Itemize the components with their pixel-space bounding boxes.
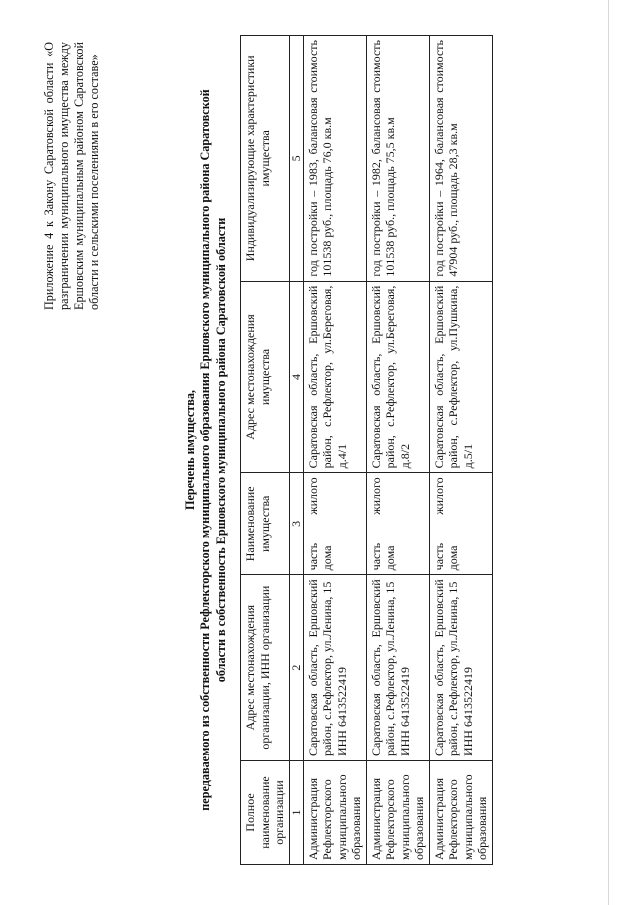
property-address-cell: Саратовская область, Ершовский район, с.Рефлектор, ул.Береговая, д.4/1 <box>303 281 366 473</box>
column-header: Адрес местонахождения имущества <box>241 281 290 473</box>
org-address: Саратовская область, Ершовский район, с.Рефлектор, ул.Ленина, 15 <box>431 579 460 757</box>
column-number: 2 <box>289 575 303 761</box>
org-name-cell: Администрация Рефлекторского муниципального образования <box>366 761 429 865</box>
column-number: 3 <box>289 473 303 575</box>
table-header-row <box>241 36 290 865</box>
org-address-cell <box>303 575 366 761</box>
column-number-row <box>289 36 303 865</box>
column-header: Индивидуализирующие характеристики имущества <box>241 36 290 282</box>
heading-line: области в собственность Ершовского муниципального района Саратовской области <box>213 217 228 683</box>
property-features-cell: год постройки – 1983, балансовая стоимость 101538 руб., площадь 76,0 кв.м <box>303 36 366 282</box>
property-features-cell: год постройки – 1964, балансовая стоимость 47904 руб., площадь 28,3 кв.м <box>429 36 492 282</box>
org-address-cell <box>366 575 429 761</box>
org-name-cell: Администрация Рефлекторского муниципального образования <box>303 761 366 865</box>
column-number: 5 <box>289 36 303 282</box>
column-header: Наименование имущества <box>241 473 290 575</box>
table-row <box>366 36 429 865</box>
property-name-cell: часть жилого дома <box>366 473 429 575</box>
org-address: Саратовская область, Ершовский район, с.Рефлектор, ул.Ленина, 15 <box>368 579 397 757</box>
property-address-cell: Саратовская область, Ершовский район, с.Рефлектор, ул.Пушкина, д.5/1 <box>429 281 492 473</box>
scan-edge-line <box>608 0 609 905</box>
property-table <box>240 35 493 865</box>
property-name-cell: часть жилого дома <box>303 473 366 575</box>
column-number: 1 <box>289 761 303 865</box>
org-inn: ИНН 6413522419 <box>334 667 349 757</box>
org-inn: ИНН 6413522419 <box>397 667 412 757</box>
column-header: Адрес местонахождения организации, ИНН организации <box>241 575 290 761</box>
column-number: 4 <box>289 281 303 473</box>
property-features-cell: год постройки – 1982, балансовая стоимость 101538 руб., площадь 75,5 кв.м <box>366 36 429 282</box>
column-header: Полное наименование организации <box>241 761 290 865</box>
table-row <box>429 36 492 865</box>
document-heading <box>183 55 229 845</box>
org-address: Саратовская область, Ершовский район, с.Рефлектор, ул.Ленина, 15 <box>305 579 334 757</box>
org-name-cell: Администрация Рефлекторского муниципального образования <box>429 761 492 865</box>
property-name-cell: часть жилого дома <box>429 473 492 575</box>
org-inn: ИНН 6413522419 <box>460 667 475 757</box>
heading-title: Перечень имущества, <box>183 390 197 510</box>
heading-line: передаваемого из собственности Рефлекторского муниципального образования Ершовского муниципального района Саратовской <box>198 89 213 811</box>
annex-note: Приложение 4 к Закону Саратовской области «О разграничении муниципального имущества между Ершовским муниципальным районом Саратовской области и сельскими поселениями в его составе» <box>42 42 101 310</box>
org-address-cell <box>429 575 492 761</box>
table-row <box>303 36 366 865</box>
property-address-cell: Саратовская область, Ершовский район, с.Рефлектор, ул.Береговая, д.8/2 <box>366 281 429 473</box>
